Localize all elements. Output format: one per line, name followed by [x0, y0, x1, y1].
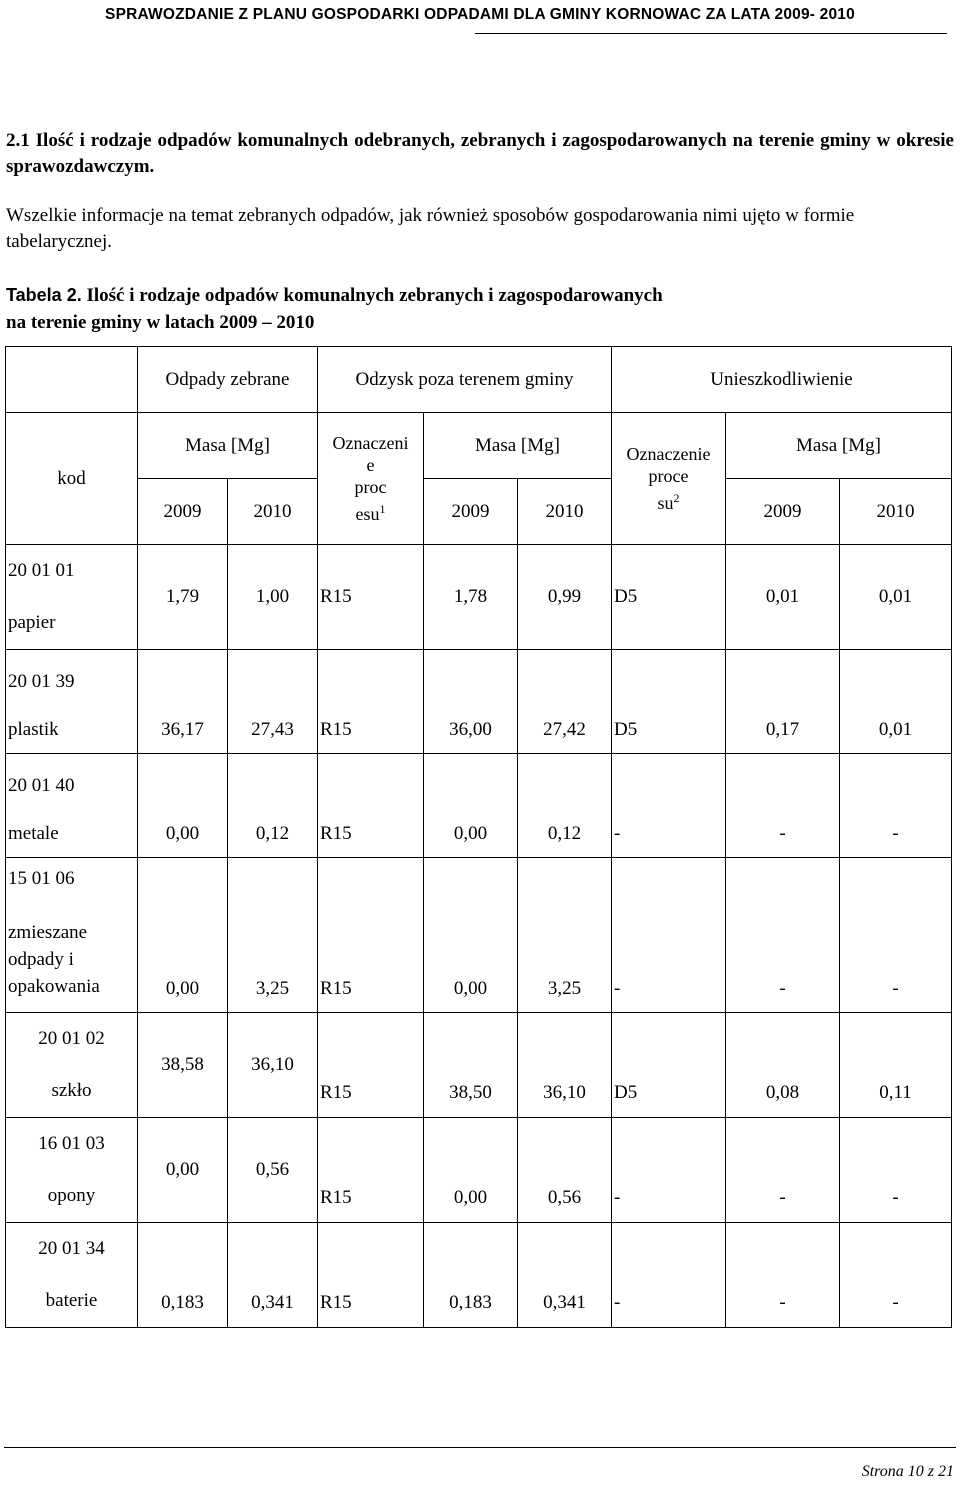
header-rule — [475, 33, 947, 34]
table-caption-line1: Ilość i rodzaje odpadów komunalnych zebranych i zagospodarowanych — [81, 285, 663, 306]
collected-2009: 36,17 — [138, 650, 228, 754]
recovery-2010: 0,56 — [518, 1118, 612, 1223]
waste-table — [5, 346, 952, 1328]
proc2-line1: Oznaczenie — [626, 444, 711, 464]
year-2009-collected: 2009 — [138, 479, 228, 545]
waste-name: szkło — [51, 1080, 92, 1101]
table-row — [6, 650, 952, 754]
recovery-2010: 0,341 — [518, 1223, 612, 1328]
table-caption-line2: na terenie gminy w latach 2009 – 2010 — [6, 312, 315, 333]
waste-code-cell — [6, 1118, 138, 1223]
year-2010-disposal: 2010 — [840, 479, 952, 545]
page-number: Strona 10 z 21 — [861, 1463, 954, 1480]
proc2-line2: proce — [648, 466, 689, 486]
recovery-process: R15 — [318, 1223, 424, 1328]
waste-code: 15 01 06 — [8, 868, 75, 889]
collected-2009: 38,58 — [138, 1013, 228, 1118]
waste-name: metale — [8, 823, 59, 844]
recovery-process: R15 — [318, 1013, 424, 1118]
disposal-2009: 0,01 — [726, 545, 840, 650]
waste-name: papier — [8, 612, 56, 633]
document-header: SPRAWOZDANIE Z PLANU GOSPODARKI ODPADAMI DLA GMINY KORNOWAC ZA LATA 2009- 2010 — [105, 6, 855, 23]
proc1-footnote: 1 — [379, 502, 386, 516]
year-2010-recovery: 2010 — [518, 479, 612, 545]
table-row — [6, 754, 952, 858]
disposal-2009: 0,17 — [726, 650, 840, 754]
waste-code: 20 01 02 — [38, 1028, 105, 1049]
year-2010-collected: 2010 — [228, 479, 318, 545]
collected-2010: 0,12 — [228, 754, 318, 858]
table-row — [6, 545, 952, 650]
table-row — [6, 858, 952, 1013]
disposal-process: - — [612, 1118, 726, 1223]
recovery-2009: 0,00 — [424, 754, 518, 858]
year-2009-disposal: 2009 — [726, 479, 840, 545]
collected-2009: 0,00 — [138, 754, 228, 858]
section-title: 2.1 Ilość i rodzaje odpadów komunalnych odebranych, zebranych i zagospodarowanych na terenie gminy w okresie sprawozdawczym. — [6, 130, 954, 177]
disposal-2009: 0,08 — [726, 1013, 840, 1118]
recovery-2009: 38,50 — [424, 1013, 518, 1118]
disposal-2009: - — [726, 754, 840, 858]
disposal-2010: - — [840, 1118, 952, 1223]
collected-2010: 3,25 — [228, 858, 318, 1013]
recovery-2009: 0,00 — [424, 1118, 518, 1223]
collected-2010: 0,56 — [228, 1118, 318, 1223]
disposal-process: - — [612, 1223, 726, 1328]
waste-code-cell — [6, 1223, 138, 1328]
recovery-2010: 27,42 — [518, 650, 612, 754]
disposal-process: - — [612, 754, 726, 858]
collected-2010: 36,10 — [228, 1013, 318, 1118]
disposal-process: D5 — [612, 545, 726, 650]
recovery-2009: 36,00 — [424, 650, 518, 754]
header-recovery: Odzysk poza terenem gminy — [318, 347, 612, 413]
header-mass-disposal: Masa [Mg] — [726, 413, 952, 479]
waste-name: opony — [47, 1185, 96, 1206]
header-mass-recovery: Masa [Mg] — [424, 413, 612, 479]
waste-code: 20 01 40 — [8, 775, 75, 796]
waste-name-line3: opakowania — [8, 976, 100, 997]
table-row — [6, 1118, 952, 1223]
proc1-line2: e — [366, 455, 375, 475]
collected-2010: 27,43 — [228, 650, 318, 754]
waste-code: 20 01 01 — [8, 560, 75, 581]
proc2-line3: su — [657, 493, 674, 513]
recovery-process: R15 — [318, 545, 424, 650]
waste-name-line2: odpady i — [8, 949, 74, 970]
waste-code-cell — [6, 650, 138, 754]
recovery-2010: 0,99 — [518, 545, 612, 650]
collected-2010: 1,00 — [228, 545, 318, 650]
collected-2009: 0,00 — [138, 1118, 228, 1223]
intro-paragraph: Wszelkie informacje na temat zebranych odpadów, jak również sposobów gospodarowania nimi ujęto w formie tabelarycznej. — [6, 205, 855, 252]
waste-code: 16 01 03 — [38, 1133, 105, 1154]
recovery-process: R15 — [318, 1118, 424, 1223]
header-disposal: Unieszkodliwienie — [612, 347, 952, 413]
recovery-2010: 3,25 — [518, 858, 612, 1013]
waste-name-line1: zmieszane — [8, 922, 88, 943]
recovery-2009: 0,183 — [424, 1223, 518, 1328]
recovery-2010: 36,10 — [518, 1013, 612, 1118]
disposal-2009: - — [726, 1118, 840, 1223]
recovery-2010: 0,12 — [518, 754, 612, 858]
disposal-2009: - — [726, 1223, 840, 1328]
header-kod: kod — [6, 413, 138, 545]
header-corner — [6, 347, 138, 413]
waste-code-cell — [6, 754, 138, 858]
recovery-process: R15 — [318, 858, 424, 1013]
waste-name: plastik — [8, 719, 59, 740]
collected-2009: 0,183 — [138, 1223, 228, 1328]
proc1-line4: esu — [355, 504, 380, 524]
disposal-2010: - — [840, 754, 952, 858]
proc1-line1: Oznaczeni — [332, 433, 409, 453]
waste-code-cell — [6, 858, 138, 1013]
waste-code: 20 01 39 — [8, 671, 75, 692]
waste-code-cell — [6, 545, 138, 650]
recovery-2009: 1,78 — [424, 545, 518, 650]
collected-2010: 0,341 — [228, 1223, 318, 1328]
disposal-2010: 0,01 — [840, 650, 952, 754]
disposal-2010: - — [840, 858, 952, 1013]
waste-name: baterie — [45, 1290, 98, 1311]
recovery-process: R15 — [318, 754, 424, 858]
table-row — [6, 1223, 952, 1328]
table-caption-label: Tabela 2. — [6, 285, 82, 305]
collected-2009: 0,00 — [138, 858, 228, 1013]
waste-code: 20 01 34 — [38, 1238, 105, 1259]
disposal-process: D5 — [612, 650, 726, 754]
recovery-2009: 0,00 — [424, 858, 518, 1013]
header-process-code-disposal — [612, 413, 726, 545]
collected-2009: 1,79 — [138, 545, 228, 650]
header-mass-collected: Masa [Mg] — [138, 413, 318, 479]
disposal-process: D5 — [612, 1013, 726, 1118]
disposal-process: - — [612, 858, 726, 1013]
table-row — [6, 1013, 952, 1118]
disposal-2010: - — [840, 1223, 952, 1328]
header-collected: Odpady zebrane — [138, 347, 318, 413]
header-process-code-recovery — [318, 413, 424, 545]
disposal-2009: - — [726, 858, 840, 1013]
proc1-line3: proc — [354, 477, 387, 497]
year-2009-recovery: 2009 — [424, 479, 518, 545]
disposal-2010: 0,11 — [840, 1013, 952, 1118]
disposal-2010: 0,01 — [840, 545, 952, 650]
waste-code-cell — [6, 1013, 138, 1118]
table-caption — [6, 285, 663, 307]
recovery-process: R15 — [318, 650, 424, 754]
footer-rule — [4, 1447, 956, 1448]
proc2-footnote: 2 — [673, 491, 680, 505]
